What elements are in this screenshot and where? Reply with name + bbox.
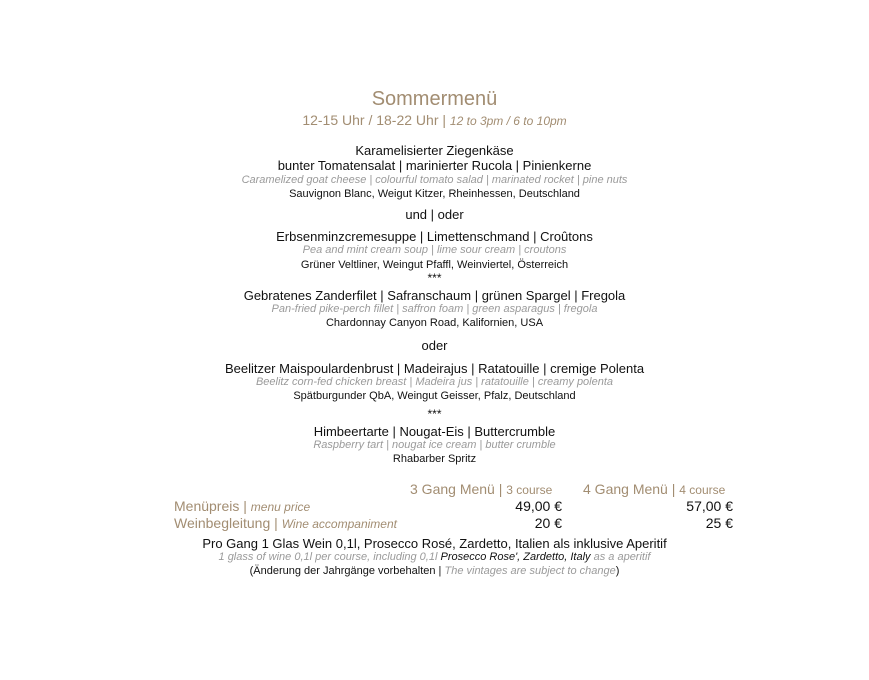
- hours-de: 12-15 Uhr / 18-22 Uhr |: [302, 112, 447, 128]
- course3-line: Gebratenes Zanderfilet | Safranschaum | grünen Spargel | Fregola: [243, 288, 626, 303]
- separator-und-oder: und | oder: [405, 207, 464, 222]
- course2-wine: Grüner Veltliner, Weingut Pfaffl, Weinviertel, Österreich: [300, 259, 569, 271]
- course3-english: Pan-fried pike-perch fillet | saffron foam | green asparagus | fregola: [271, 303, 598, 315]
- stars-separator-1: ***: [427, 271, 442, 285]
- menu-price-3-course: 49,00 €: [515, 498, 562, 514]
- course2-english: Pea and mint cream soup | lime sour cream | croutons: [302, 244, 567, 256]
- header-4-course: 4 Gang Menü | 4 course: [583, 481, 726, 497]
- footer-aperitif-en: 1 glass of wine 0,1l per course, including 0,1l Prosecco Rose', Zardetto, Italy as a aperitif: [218, 551, 651, 563]
- menu-price-4-course: 57,00 €: [686, 498, 733, 514]
- footer-vintage-note: (Änderung der Jahrgänge vorbehalten | The vintages are subject to change): [249, 565, 620, 577]
- course5-english: Raspberry tart | nougat ice cream | butter crumble: [313, 439, 556, 451]
- menu-title: Sommermenü: [371, 88, 498, 110]
- course4-line: Beelitzer Maispoulardenbrust | Madeirajus | Ratatouille | cremige Polenta: [224, 361, 645, 376]
- separator-oder: oder: [421, 338, 448, 353]
- opening-hours: [0, 112, 869, 128]
- course1-line1: Karamelisierter Ziegenkäse: [355, 143, 514, 158]
- header-3-course: 3 Gang Menü | 3 course: [410, 481, 553, 497]
- course1-english: Caramelized goat cheese | colourful tomato salad | marinated rocket | pine nuts: [241, 174, 628, 186]
- stars-separator-2: ***: [427, 407, 442, 421]
- course1-line2: bunter Tomatensalat | marinierter Rucola | Pinienkerne: [277, 158, 592, 173]
- wine-pairing-4-course: 25 €: [705, 515, 733, 531]
- wine-pairing-3-course: 20 €: [534, 515, 562, 531]
- course4-wine: Spätburgunder QbA, Weingut Geisser, Pfalz, Deutschland: [293, 390, 576, 402]
- course3-wine: Chardonnay Canyon Road, Kalifornien, USA: [325, 317, 544, 329]
- course2-line: Erbsenminzcremesuppe | Limettenschmand | Croûtons: [276, 229, 593, 244]
- course5-wine: Rhabarber Spritz: [392, 453, 477, 465]
- wine-pairing-label: Weinbegleitung | Wine accompaniment: [174, 515, 397, 531]
- menu-price-label: Menüpreis | menu price: [174, 498, 311, 514]
- hours-en: 12 to 3pm / 6 to 10pm: [449, 114, 567, 128]
- course1-wine: Sauvignon Blanc, Weigut Kitzer, Rheinhessen, Deutschland: [289, 188, 580, 200]
- course4-english: Beelitz corn-fed chicken breast | Madeira jus | ratatouille | creamy polenta: [255, 376, 614, 388]
- course5-line: Himbeertarte | Nougat-Eis | Buttercrumble: [313, 424, 556, 439]
- footer-aperitif-de: Pro Gang 1 Glas Wein 0,1l, Prosecco Rosé, Zardetto, Italien als inklusive Aperitif: [202, 536, 667, 551]
